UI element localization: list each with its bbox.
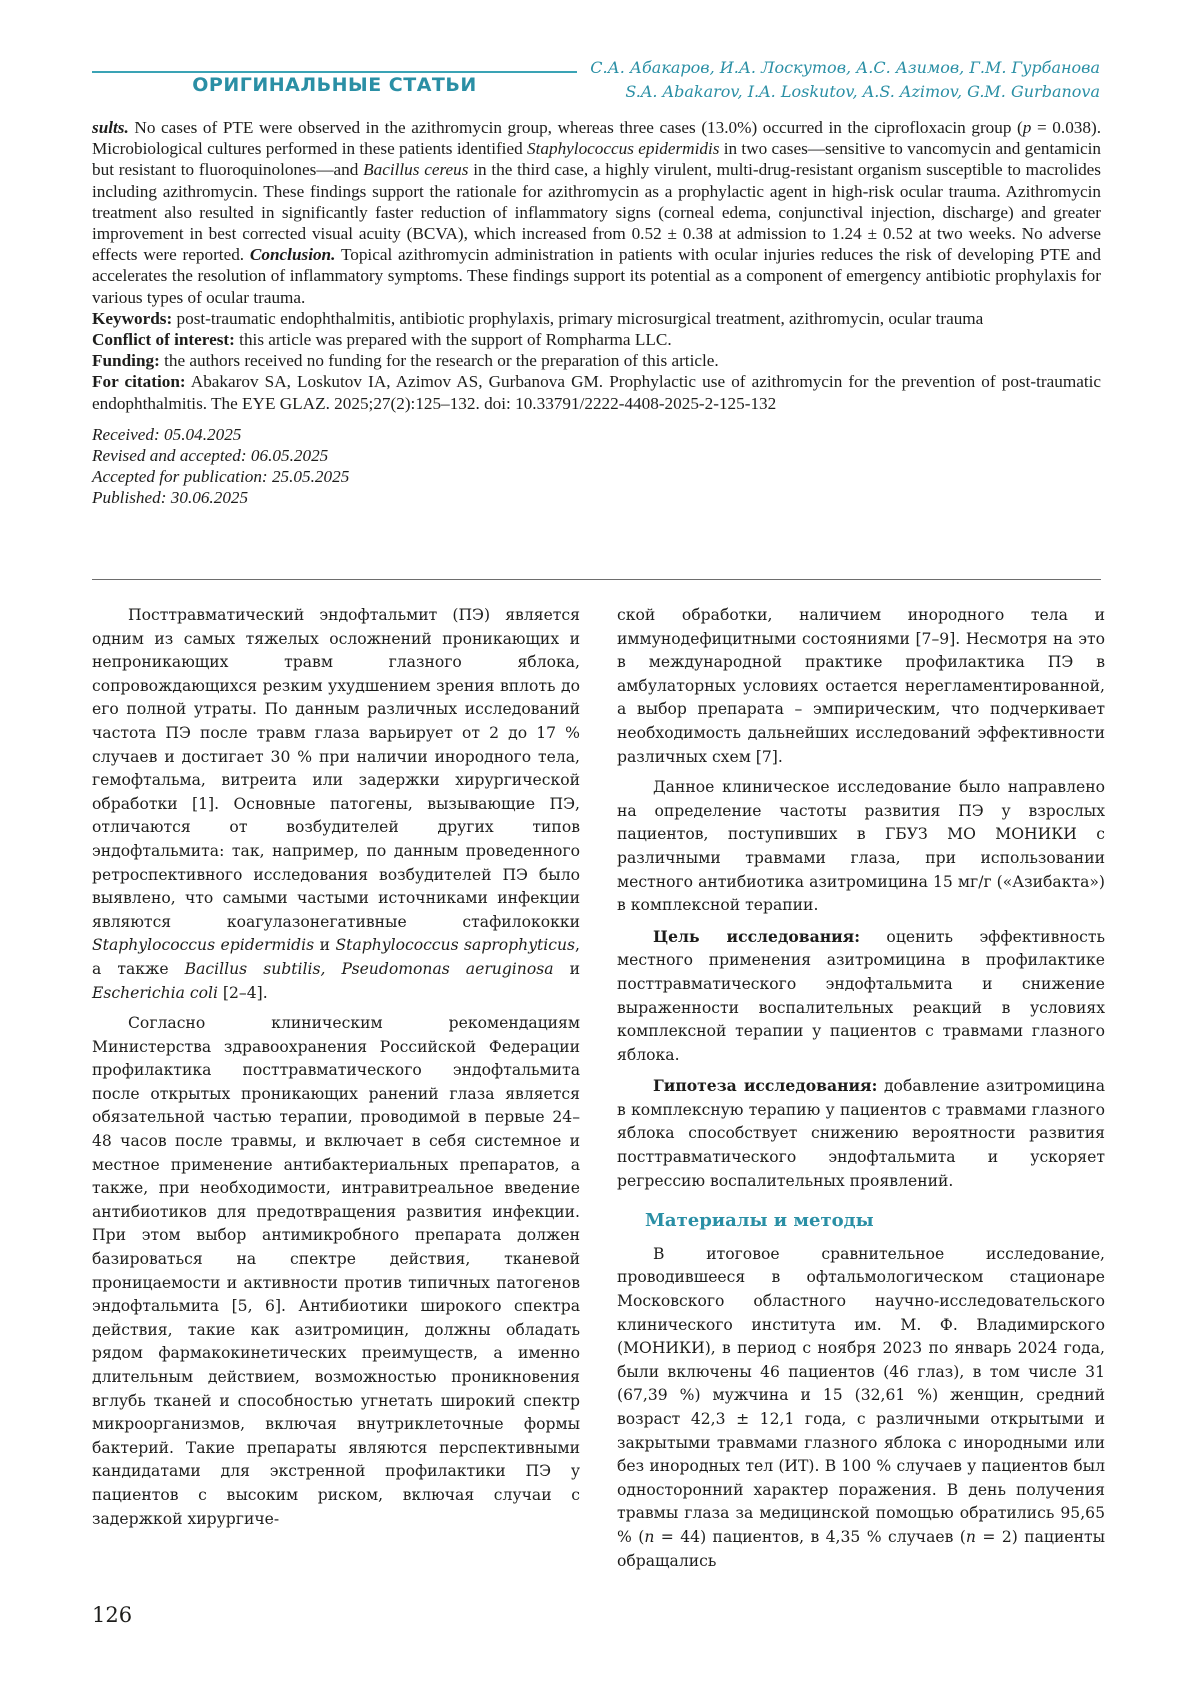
- citation: For citation: Abakarov SA, Loskutov IA, Azimov AS, Gurbanova GM. Prophylactic use of azithromycin for the prevention of post-traumatic endophthalmitis. The EYE GLAZ. 2025;27(2):125–132. doi: 10.33791/2222-4408-2025-2-125-132: [92, 372, 1101, 413]
- left-column: [92, 604, 580, 1538]
- page-number: 126: [92, 1603, 133, 1627]
- header-rule: [92, 71, 577, 73]
- conflict-of-interest: Conflict of interest: this article was prepared with the support of Rompharma LLC.: [92, 330, 672, 350]
- section-divider: [92, 579, 1101, 580]
- right-column: [617, 604, 1105, 1580]
- intro-paragraph-4: Данное клиническое исследование было направлено на определение частоты развития ПЭ у взрослых пациентов, поступивших в ГБУЗ МО МОНИКИ с различными травмами глаза, при использовании местного антибиотика азитромицина 15 мг/г («Азибакта») в комплексной терапии.: [617, 778, 1105, 915]
- study-hypothesis: Гипотеза исследования: добавление азитромицина в комплексную терапию у пациентов с травмами глазного яблока способствует снижению вероятности развития посттравматического эндофтальмита и ускоряет регрессию воспалительных проявлений.: [617, 1076, 1105, 1190]
- intro-paragraph-1: Посттравматический эндофтальмит (ПЭ) является одним из самых тяжелых осложнений проникающих и непроникающих травм глазного яблока, сопровождающихся резким ухудшением зрения вплоть до его полной утраты. По данным различных исследований частота ПЭ после травм глаза варьирует от 2 до 17 % случаев и достигает 30 % при наличии инородного тела, гемофтальма, витреита или задержки хирургической обработки [1]. Основные патогены, вызывающие ПЭ, отличаются от возбудителей других типов эндофтальмита: так, например, по данным проведенного ретроспективного исследования возбудителей ПЭ было выявлено, что самыми частыми источниками инфекции являются коагулазонегативные стафилококки Staphylococcus epidermidis и Staphylococcus saprophyticus, а также Bacillus subtilis, Pseudomonas aeruginosa и Escherichia coli [2–4].: [92, 606, 581, 1002]
- authors-ru: С.А. Абакаров, И.А. Лоскутов, А.С. Азимов, Г.М. Гурбанова: [590, 58, 1100, 77]
- methods-heading: Материалы и методы: [645, 1210, 874, 1232]
- keywords: Keywords: post-traumatic endophthalmitis, antibiotic prophylaxis, primary microsurgical treatment, azithromycin, ocular trauma: [92, 308, 984, 328]
- study-aim: Цель исследования: оценить эффективность местного применения азитромицина в профилактике посттравматического эндофтальмита и снижение выраженности воспалительных реакций в условиях комплексной терапии у пациентов с травмами глазного яблока.: [617, 926, 1105, 1064]
- abstract-block: [92, 117, 1101, 509]
- date-accepted: Accepted for publication: 25.05.2025: [92, 467, 350, 487]
- date-received: Received: 05.04.2025: [92, 424, 242, 444]
- date-published: Published: 30.06.2025: [92, 488, 249, 508]
- date-revised: Revised and accepted: 06.05.2025: [92, 446, 329, 466]
- methods-paragraph-1: В итоговое сравнительное исследование, проводившееся в офтальмологическом стационаре Московского областного научно-исследовательского клинического института им. М. Ф. Владимирского (МОНИКИ), в период с ноября 2023 по январь 2024 года, были включены 46 пациентов (46 глаз), в том числе 31 (67,39 %) мужчина и 15 (32,61 %) женщин, средний возраст 42,3 ± 12,1 года, с различными открытыми и закрытыми травмами глазного яблока с инородными или без инородных тел (ИТ). В 100 % случаев у пациентов был односторонний характер поражения. В день получения травмы глаза за медицинской помощью обратились 95,65 % (n = 44) пациентов, в 4,35 % случаев (n = 2) пациенты обращались: [617, 1244, 1106, 1570]
- intro-paragraph-3: ской обработки, наличием инородного тела и иммунодефицитными состояниями [7–9]. Несмотря на это в международной практике профилактика ПЭ в амбулаторных условиях остается нерегламентированной, а выбор препарата – эмпирическим, что подчеркивает необходимость дальнейших исследований эффективности различных схем [7].: [617, 606, 1105, 766]
- funding: Funding: the authors received no funding for the research or the preparation of this article.: [92, 351, 719, 371]
- authors-en: S.A. Abakarov, I.A. Loskutov, A.S. Azimov, G.M. Gurbanova: [625, 82, 1100, 101]
- intro-paragraph-2: Согласно клиническим рекомендациям Министерства здравоохранения Российской Федерации профилактика посттравматического эндофтальмита после открытых проникающих ранений глаза является обязательной частью терапии, проводимой в первые 24–48 часов после травмы, и включает в себя системное и местное применение антибактериальных препаратов, а также, при необходимости, интравитреальное введение антибиотиков для предотвращения развития инфекции. При этом выбор антимикробного препарата должен базироваться на спектре действия, тканевой проницаемости и активности против типичных патогенов эндофтальмита [5, 6]. Антибиотики широкого спектра действия, такие как азитромицин, должны обладать рядом фармакокинетических преимуществ, а именно длительным действием, возможностью проникновения вглубь тканей и способностью угнетать широкий спектр микроорганизмов, включая внутриклеточные формы бактерий. Такие препараты являются перспективными кандидатами для экстренной профилактики ПЭ у пациентов с высоким риском, включая случаи с задержкой хирургиче-: [92, 1014, 580, 1528]
- section-label: ОРИГИНАЛЬНЫЕ СТАТЬИ: [192, 74, 477, 96]
- dates: [92, 424, 1101, 509]
- abstract-results: sults. No cases of PTE were observed in the azithromycin group, whereas three cases (13.0%) occurred in the ciprofloxacin group (p = 0.038). Microbiological cultures performed in these patients identified Staphylococcus epidermidis in two cases—sensitive to vancomycin and gentamicin but resistant to fluoroquinolones—and Bacillus cereus in the third case, a highly virulent, multi-drug-resistant organism susceptible to macrolides including azithromycin. These findings support the rationale for azithromycin as a prophylactic agent in high-risk ocular trauma. Azithromycin treatment also resulted in significantly faster reduction of inflammatory signs (corneal edema, conjunctival injection, discharge) and greater improvement in best corrected visual acuity (BCVA), which increased from 0.52 ± 0.38 at admission to 1.24 ± 0.52 at two weeks. No adverse effects were reported. Conclusion. Topical azithromycin administration in patients with ocular injuries reduces the risk of developing PTE and accelerates the resolution of inflammatory symptoms. These findings support its potential as a component of emergency antibiotic prophylaxis for various types of ocular trauma.: [92, 118, 1102, 307]
- running-authors: [590, 56, 1100, 104]
